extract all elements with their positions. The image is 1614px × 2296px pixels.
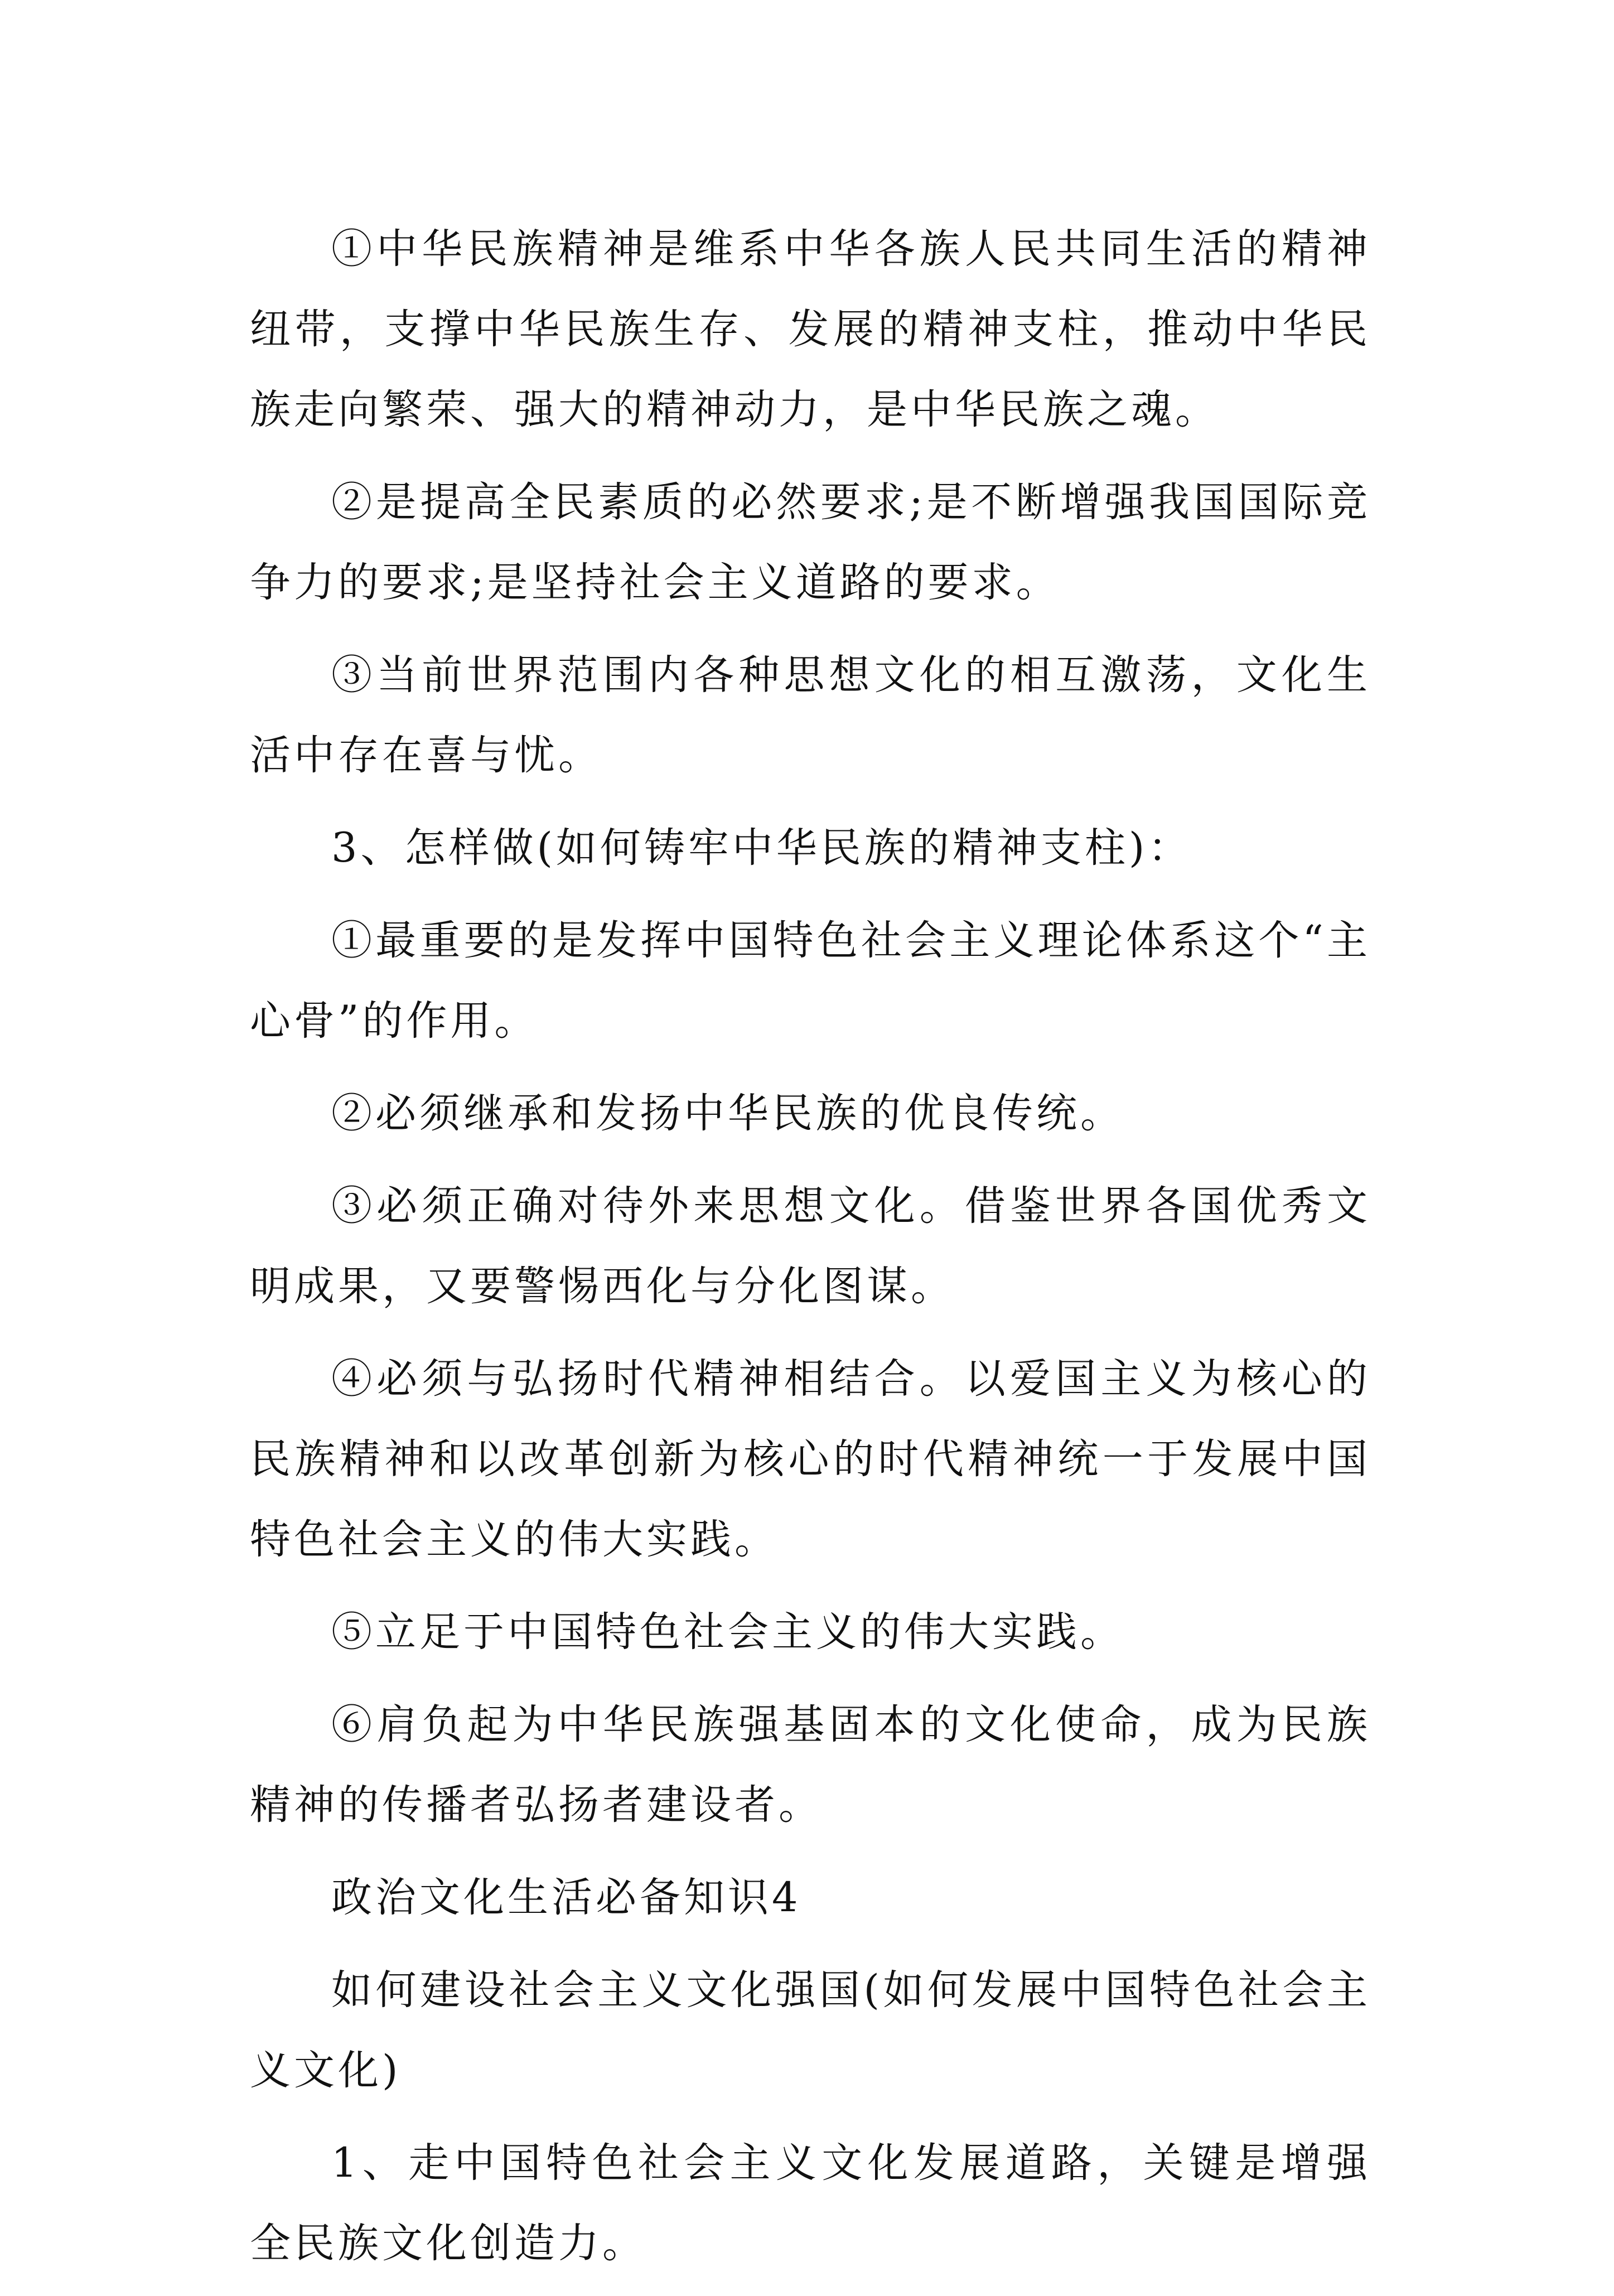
section-title: 政治文化生活必备知识4 (331, 1874, 801, 1921)
paragraph-1: ①中华民族精神是维系中华各族人民共同生活的精神纽带，支撑中华民族生存、发展的精神支柱，推动中华民族走向繁荣、强大的精神动力，是中华民族之魂。 (250, 225, 1371, 433)
paragraph-9: ⑥肩负起为中华民族强基固本的文化使命，成为民族精神的传播者弘扬者建设者。 (250, 1701, 1371, 1829)
paragraph-7: ④必须与弘扬时代精神相结合。以爱国主义为核心的民族精神和以改革创新为核心的时代精神统一于发展中国特色社会主义的伟大实践。 (250, 1355, 1371, 1563)
section-heading-3: 3、怎样做(如何铸牢中华民族的精神支柱)： (331, 824, 1192, 872)
paragraph-8: ⑤立足于中国特色社会主义的伟大实践。 (331, 1608, 1124, 1656)
document-body (250, 209, 1371, 2296)
paragraph-5: ②必须继承和发扬中华民族的优良传统。 (331, 1090, 1124, 1137)
paragraph-10: 如何建设社会主义文化强国(如何发展中国特色社会主义文化) (250, 1966, 1371, 2094)
paragraph-2: ②是提高全民素质的必然要求;是不断增强我国国际竞争力的要求;是坚持社会主义道路的要求。 (250, 478, 1371, 606)
paragraph-3: ③当前世界范围内各种思想文化的相互激荡，文化生活中存在喜与忧。 (250, 651, 1371, 779)
paragraph-6: ③必须正确对待外来思想文化。借鉴世界各国优秀文明成果，又要警惕西化与分化图谋。 (250, 1182, 1371, 1310)
paragraph-4: ①最重要的是发挥中国特色社会主义理论体系这个“主心骨”的作用。 (250, 917, 1371, 1045)
paragraph-11: 1、走中国特色社会主义文化发展道路，关键是增强全民族文化创造力。 (250, 2139, 1371, 2267)
